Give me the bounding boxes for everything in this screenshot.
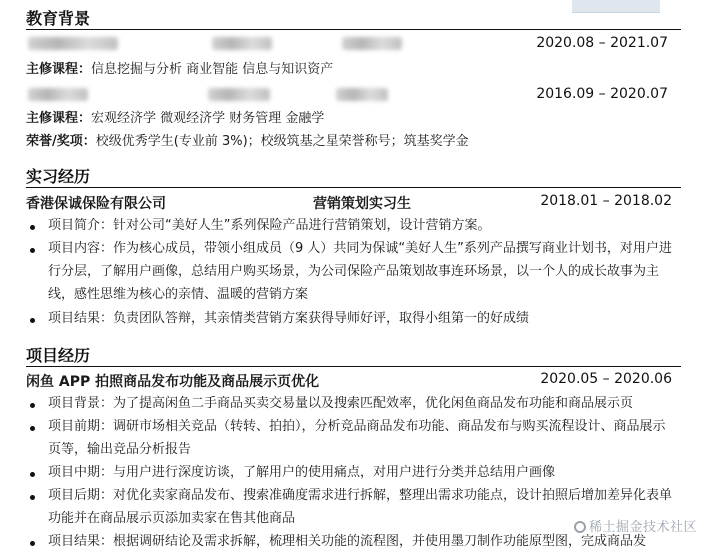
- bullet-dot: [30, 318, 35, 323]
- internship-bullet: 项目结果：负责团队答辩，其亲情类营销方案获得导师好评，取得小组第一的好成绩: [48, 311, 530, 326]
- section-title-projects: 项目经历: [26, 346, 91, 365]
- bullet-dot: [30, 495, 35, 500]
- watermark-logo-icon: [574, 521, 586, 533]
- project-name: 闲鱼 APP 拍照商品发布功能及商品展示页优化: [26, 374, 320, 390]
- redacted-school-name: [28, 88, 88, 101]
- internship-role: 营销策划实习生: [313, 196, 411, 212]
- watermark-text: 稀土掘金技术社区: [589, 520, 698, 535]
- profile-photo: [572, 0, 660, 13]
- project-date: 2020.05 – 2020.06: [540, 371, 672, 387]
- section-divider: [26, 187, 681, 188]
- bullet-dot: [30, 248, 35, 253]
- courses-text: 宏观经济学 微观经济学 财务管理 金融学: [91, 111, 325, 126]
- section-title-education: 教育背景: [26, 9, 91, 28]
- bullet-dot: [30, 541, 35, 546]
- internship-bullet: 项目内容：作为核心成员，带领小组成员（9 人）共同为保诚“美好人生”系列产品撰写商业计划书，对用户进行分层，了解用户画像，总结用户购买场景，为公司保险产品策划故事连环场景，以一个人的成长故事为主线，感性思维为核心的亲情、温暖的营销方案: [48, 241, 672, 302]
- honors: [26, 133, 668, 151]
- school2-courses: [26, 110, 668, 128]
- school1-courses: [26, 61, 668, 79]
- internship-date: 2018.01 – 2018.02: [540, 193, 672, 209]
- bullet-dot: [30, 403, 35, 408]
- bullet-dot: [30, 225, 35, 230]
- redacted-major: [342, 37, 402, 50]
- courses-label: 主修课程：: [26, 111, 92, 126]
- redacted-major: [336, 88, 388, 101]
- internship-company: 香港保诚保险有限公司: [26, 196, 166, 212]
- project-bullet: 项目中期：与用户进行深度访谈，了解用户的使用痛点，对用户进行分类并总结用户画像: [48, 465, 556, 480]
- school1-date: 2020.08 – 2021.07: [536, 35, 668, 51]
- section-divider: [26, 366, 681, 367]
- bullet-dot: [30, 472, 35, 477]
- project-bullet: 项目后期：对优化卖家商品发布、搜索准确度需求进行拆解，整理出需求功能点，设计拍照后增加差异化表单功能并在商品展示页添加卖家在售其他商品: [48, 488, 673, 526]
- courses-label: 主修课程：: [26, 62, 92, 77]
- redacted-school-name: [28, 37, 118, 50]
- internship-bullet: 项目简介：针对公司“美好人生”系列保险产品进行营销策划，设计营销方案。: [48, 218, 491, 233]
- section-divider: [26, 29, 681, 30]
- redacted-text: [212, 37, 272, 50]
- courses-text: 信息挖掘与分析 商业智能 信息与知识资产: [91, 62, 334, 77]
- honors-label: 荣誉/奖项：: [26, 134, 96, 149]
- school2-date: 2016.09 – 2020.07: [536, 86, 668, 102]
- honors-text: 校级优秀学生(专业前 3%)；校级筑基之星荣誉称号；筑基奖学金: [95, 134, 469, 149]
- section-title-internship: 实习经历: [26, 167, 91, 186]
- project-bullet: 项目结果：根据调研结论及需求拆解，梳理相关功能的流程图，并使用墨刀制作功能原型图，完成商品发: [48, 534, 647, 549]
- redacted-text: [208, 88, 270, 101]
- project-bullet: 项目背景：为了提高闲鱼二手商品买卖交易量以及搜索匹配效率，优化闲鱼商品发布功能和商品展示页: [48, 396, 634, 411]
- watermark: [574, 516, 697, 535]
- bullet-dot: [30, 426, 35, 431]
- project-bullet: 项目前期：调研市场相关竞品（转转、拍拍），分析竞品商品发布功能、商品发布与购买流程设计、商品展示页等，输出竞品分析报告: [48, 419, 666, 457]
